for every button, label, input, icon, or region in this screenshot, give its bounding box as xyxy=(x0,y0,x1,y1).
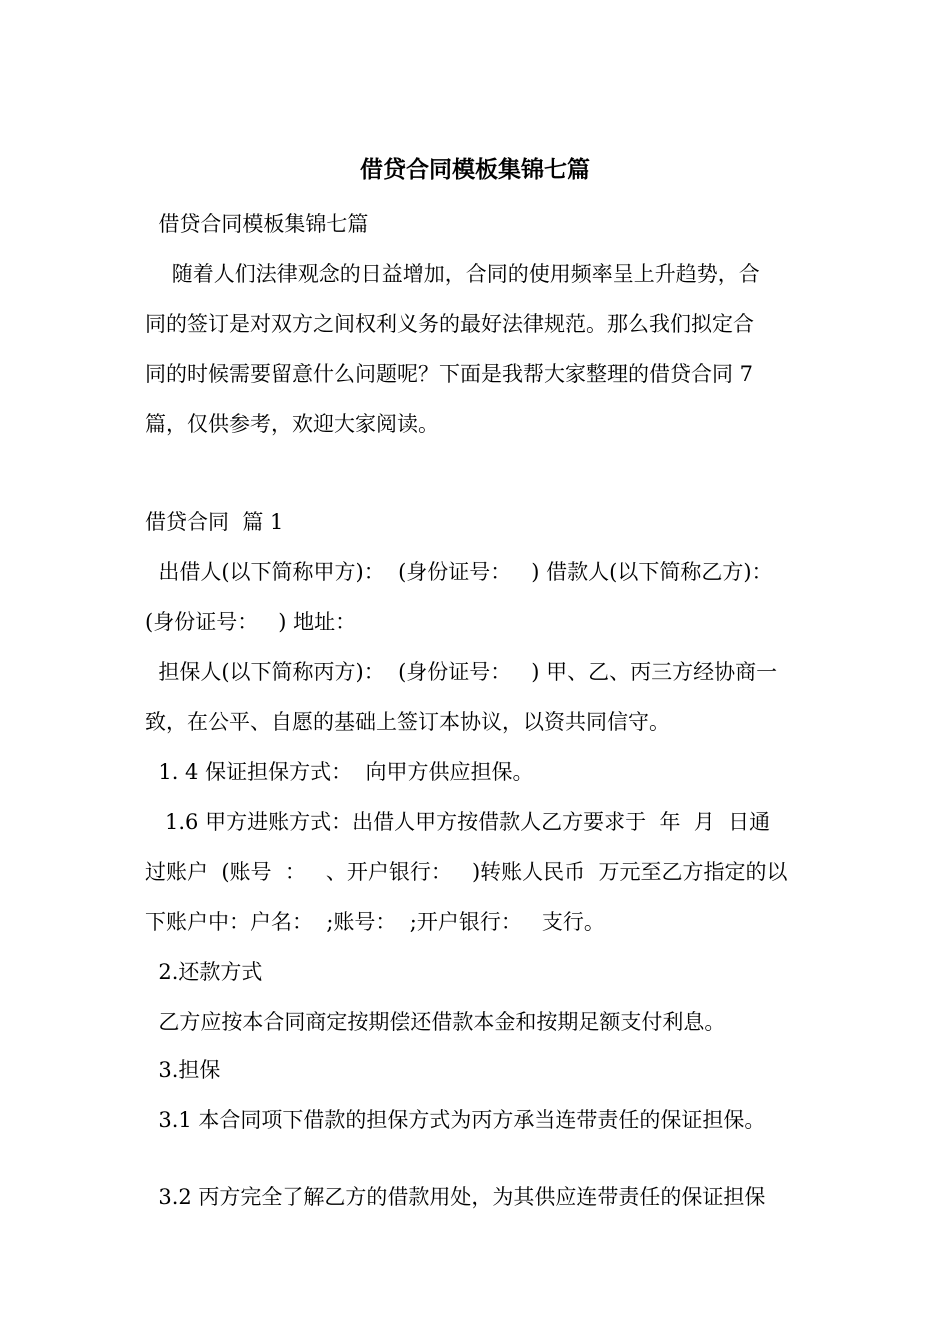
doc-line-intro-2: 同的签订是对双方之间权利义务的最好法律规范。那么我们拟定合 xyxy=(145,312,754,336)
doc-line-clause-3-2: 3.2 丙方完全了解乙方的借款用处，为其供应连带责任的保证担保 xyxy=(145,1185,766,1209)
doc-line-account: 过账户 (账号 ： 、开户银行： )转账人民币 万元至乙方指定的以 xyxy=(145,860,788,884)
section-heading-1: 借贷合同 篇 1 xyxy=(145,510,284,534)
doc-line-clause-1-6: 1.6 甲方进账方式：出借人甲方按借款人乙方要求于 年 月 日通 xyxy=(145,810,771,834)
doc-line-repayment-heading: 2.还款方式 xyxy=(145,960,263,984)
doc-line-intro-4: 篇，仅供参考，欢迎大家阅读。 xyxy=(145,412,439,436)
doc-line-intro-1: 随着人们法律观念的日益增加，合同的使用频率呈上升趋势，合 xyxy=(145,262,760,286)
doc-line-id-address: (身份证号： ) 地址： xyxy=(145,610,357,634)
doc-line-guarantor: 担保人(以下简称丙方)： (身份证号： ) 甲、乙、丙三方经协商一 xyxy=(145,660,778,684)
doc-line-repayment: 乙方应按本合同商定按期偿还借款本金和按期足额支付利息。 xyxy=(145,1010,726,1034)
document-title: 借贷合同模板集锦七篇 xyxy=(360,157,590,183)
doc-line-guarantee-heading: 3.担保 xyxy=(145,1058,221,1082)
doc-line-account-details: 下账户中：户名： ;账号： ;开户银行： 支行。 xyxy=(145,910,605,934)
doc-line-intro-3: 同的时候需要留意什么问题呢？下面是我帮大家整理的借贷合同 7 xyxy=(145,362,754,386)
doc-line-clause-1-4: 1. 4 保证担保方式： 向甲方供应担保。 xyxy=(145,760,534,784)
doc-line-agreement: 致，在公平、自愿的基础上签订本协议，以资共同信守。 xyxy=(145,710,670,734)
doc-line-clause-3-1: 3.1 本合同项下借款的担保方式为丙方承当连带责任的保证担保。 xyxy=(145,1108,766,1132)
doc-line-lender: 出借人(以下简称甲方)： (身份证号： ) 借款人(以下简称乙方)： xyxy=(145,560,773,584)
doc-line-subtitle: 借贷合同模板集锦七篇 xyxy=(145,212,369,236)
